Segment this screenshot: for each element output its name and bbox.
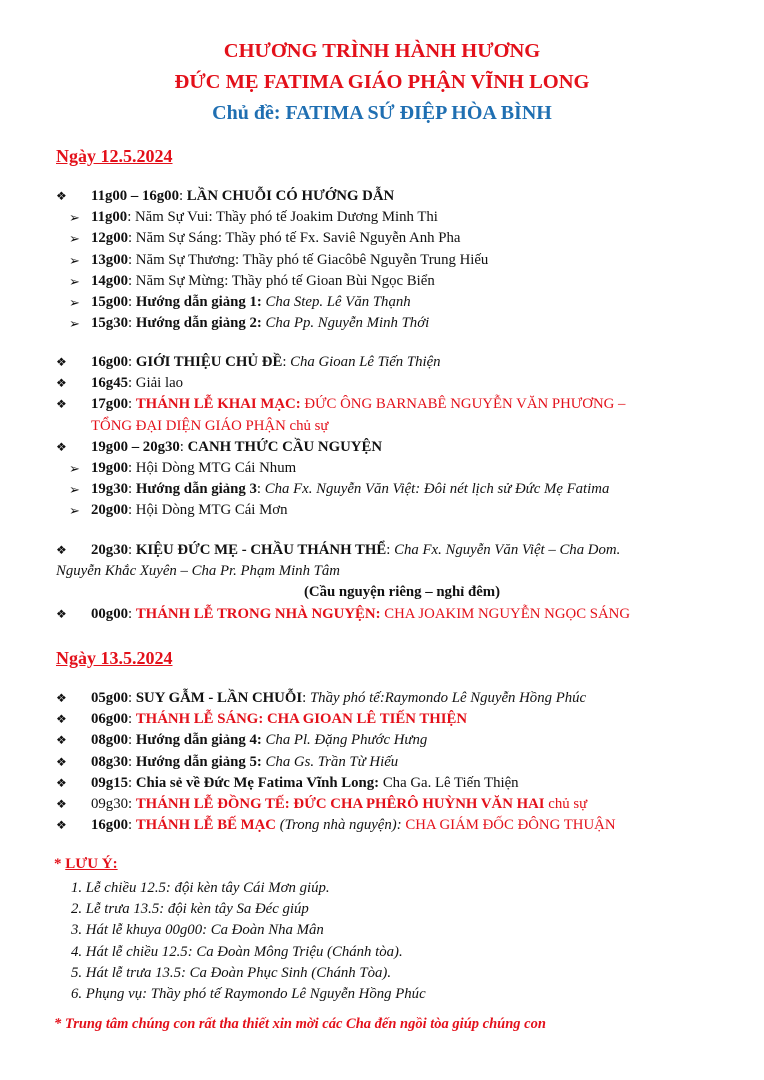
schedule-item: ❖ 00g00: THÁNH LỄ TRONG NHÀ NGUYỆN: CHA JOAKIM NGUYỄN NGỌC SÁNG xyxy=(0,604,764,625)
subitem-time: 11g00 xyxy=(91,209,128,226)
title-line-1: CHƯƠNG TRÌNH HÀNH HƯƠNG xyxy=(223,40,541,62)
item-person: Cha Gs. Trần Từ Hiếu xyxy=(265,753,399,770)
schedule-subitem: ➢ 15g30: Hướng dẫn giảng 2: Cha Pp. Nguyễn Minh Thới xyxy=(0,313,764,334)
item-person: Cha Fx. Nguyễn Văn Việt – Cha Dom. xyxy=(394,542,621,558)
schedule-subitem xyxy=(0,271,764,292)
day1-heading: Ngày 12.5.2024 xyxy=(56,146,173,166)
item-text: : Giải lao xyxy=(128,375,184,392)
arrow-icon: ➢ xyxy=(69,316,80,332)
item-time: 16g00 xyxy=(91,817,128,834)
item-celebrant-cont: TỔNG ĐẠI DIỆN GIÁO PHẬN xyxy=(91,417,286,434)
item-title: LẦN CHUỖI CÓ HƯỚNG DẪN xyxy=(186,188,395,204)
item-title: CANH THỨC CẦU NGUYỆN xyxy=(187,438,383,455)
schedule-subitem xyxy=(0,500,764,521)
item-title: THÁNH LỄ TRONG NHÀ NGUYỆN: xyxy=(135,605,381,622)
item-time: 08g00 xyxy=(91,732,128,749)
subitem-label: Hướng dẫn giảng 1: xyxy=(135,294,262,311)
subitem-label: Hướng dẫn giảng 2: xyxy=(135,315,262,332)
schedule-subitem xyxy=(0,250,764,271)
item-suffix: chủ sự xyxy=(548,796,588,813)
item-time: 20g30 xyxy=(91,542,128,558)
schedule-item: ❖ 19g00 – 20g30: CANH THỨC CẦU NGUYỆN xyxy=(0,437,764,458)
item-title: THÁNH LỄ BẾ MẠC xyxy=(135,817,276,834)
item-title: GIỚI THIỆU CHỦ ĐỀ xyxy=(135,354,283,370)
subitem-time: 12g00 xyxy=(91,230,128,247)
item-person: Thầy phó tế:Raymondo Lê Nguyễn Hồng Phúc xyxy=(309,690,587,706)
bullet-icon: ❖ xyxy=(56,775,67,790)
item-person: Cha Gioan Lê Tiến Thiện xyxy=(290,354,441,370)
subitem-time: 20g00 xyxy=(91,502,128,519)
subitem-time: 15g00 xyxy=(91,294,128,311)
item-title: THÁNH LỄ KHAI MẠC: xyxy=(135,396,301,413)
schedule-subitem xyxy=(0,228,764,249)
subitem-time: 19g00 xyxy=(91,460,128,477)
arrow-icon: ➢ xyxy=(69,295,80,311)
note-item: 5. Hát lễ trưa 13.5: Ca Đoàn Phục Sinh (Chánh Tòa). xyxy=(71,964,392,981)
item-title: THÁNH LỄ SÁNG: CHA GIOAN LÊ TIẾN THIỆN xyxy=(135,711,468,728)
item-time: 11g00 – 16g00 xyxy=(91,188,179,204)
day2-section xyxy=(0,688,764,836)
item-time: 09g30 xyxy=(91,796,128,813)
private-prayer-note: (Cầu nguyện riêng – nghỉ đêm) xyxy=(303,584,501,601)
subitem-time: 13g00 xyxy=(91,251,128,268)
item-time: 06g00 xyxy=(91,711,128,728)
note-item: 6. Phụng vụ: Thầy phó tế Raymondo Lê Nguyễn Hồng Phúc xyxy=(71,986,426,1003)
schedule-item xyxy=(0,373,764,394)
schedule-item: ❖ 20g30: KIỆU ĐỨC MẸ - CHẦU THÁNH THỂ: Cha Fx. Nguyễn Văn Việt – Cha Dom. xyxy=(0,540,764,561)
item-place: (Trong nhà nguyện): xyxy=(279,817,402,834)
subitem-text: : Hội Dòng MTG Cái Mơn xyxy=(128,502,288,519)
item-title: KIỆU ĐỨC MẸ - CHẦU THÁNH THỂ xyxy=(135,542,387,558)
item-celebrant: ĐỨC CHA PHÊRÔ HUỲNH VĂN HAI xyxy=(293,796,545,813)
bullet-icon: ❖ xyxy=(56,733,67,748)
bullet-icon: ❖ xyxy=(56,606,67,621)
subitem-label: Hướng dẫn giảng 3 xyxy=(135,481,257,498)
schedule-item: ❖ 08g30: Hướng dẫn giảng 5: Cha Gs. Trần Từ Hiếu xyxy=(0,752,764,773)
item-person: Cha Pl. Đặng Phước Hưng xyxy=(265,732,428,749)
footer-invitation: * Trung tâm chúng con rất tha thiết xin mời các Cha đến ngồi tòa giúp chúng con xyxy=(54,1016,546,1032)
day1-evening-section xyxy=(0,352,764,522)
bullet-icon: ❖ xyxy=(56,712,67,727)
schedule-item: ❖ 05g00: SUY GẪM - LẦN CHUỖI: Thầy phó tế:Raymondo Lê Nguyễn Hồng Phúc xyxy=(0,688,764,709)
schedule-item: ❖ 08g00: Hướng dẫn giảng 4: Cha Pl. Đặng Phước Hưng xyxy=(0,730,764,751)
subitem-text: : Năm Sự Thương: Thầy phó tế Giacôbê Nguyễn Trung Hiếu xyxy=(128,251,489,268)
item-time: 00g00 xyxy=(91,605,128,622)
schedule-item: ❖ 16g00: THÁNH LỄ BẾ MẠC (Trong nhà nguyện): CHA GIÁM ĐỐC ĐÔNG THUẬN xyxy=(0,815,764,836)
subitem-text: : Năm Sự Vui: Thầy phó tế Joakim Dương Minh Thi xyxy=(127,209,438,226)
schedule-item: ❖ 09g15: Chia sẻ về Đức Mẹ Fatima Vĩnh Long: Cha Ga. Lê Tiến Thiện xyxy=(0,773,764,794)
note-item: 2. Lễ trưa 13.5: đội kèn tây Sa Đéc giúp xyxy=(71,901,309,918)
item-suffix: chủ sự xyxy=(289,417,329,434)
theme-subtitle: Chủ đề: FATIMA SỨ ĐIỆP HÒA BÌNH xyxy=(212,102,552,124)
subitem-person: Cha Pp. Nguyễn Minh Thới xyxy=(265,315,430,332)
schedule-subitem xyxy=(0,207,764,228)
item-label: Hướng dẫn giảng 4: xyxy=(135,732,262,749)
bullet-icon: ❖ xyxy=(56,376,67,391)
item-label: Hướng dẫn giảng 5: xyxy=(135,753,262,770)
item-time: 09g15 xyxy=(91,774,128,791)
day2-heading: Ngày 13.5.2024 xyxy=(56,648,173,668)
arrow-icon: ➢ xyxy=(69,503,80,519)
asterisk-icon: * xyxy=(54,856,62,872)
subitem-time: 14g00 xyxy=(91,272,128,289)
item-title: SUY GẪM - LẦN CHUỖI xyxy=(135,690,303,706)
notes-heading-label: LƯU Ý: xyxy=(65,856,118,872)
arrow-icon: ➢ xyxy=(69,231,80,247)
day1-rosary-section xyxy=(0,186,764,334)
item-time: 16g00 xyxy=(91,354,128,370)
schedule-item-continued xyxy=(0,561,764,582)
bullet-icon: ❖ xyxy=(56,754,67,769)
item-time: 16g45 xyxy=(91,375,128,392)
bullet-icon: ❖ xyxy=(56,818,67,833)
item-celebrant: CHA GIÁM ĐỐC ĐÔNG THUẬN xyxy=(405,817,616,834)
item-time: 19g00 – 20g30 xyxy=(91,438,180,455)
schedule-item: ❖ 06g00: THÁNH LỄ SÁNG: CHA GIOAN LÊ TIẾN THIỆN xyxy=(0,709,764,730)
subitem-person: Cha Step. Lê Văn Thạnh xyxy=(265,294,411,311)
item-time: 08g30 xyxy=(91,753,128,770)
note-item: 3. Hát lễ khuya 00g00: Ca Đoàn Nha Mân xyxy=(71,922,324,939)
subitem-time: 15g30 xyxy=(91,315,128,332)
subitem-text: : Hội Dòng MTG Cái Nhum xyxy=(128,460,297,477)
arrow-icon: ➢ xyxy=(69,461,80,477)
subitem-text: : Năm Sự Mừng: Thầy phó tế Gioan Bùi Ngọc Biển xyxy=(128,272,435,289)
subitem-person: Cha Fx. Nguyễn Văn Việt: Đôi nét lịch sử Đức Mẹ Fatima xyxy=(264,481,610,498)
bullet-icon: ❖ xyxy=(56,189,67,203)
arrow-icon: ➢ xyxy=(69,252,80,268)
schedule-item: ❖ 09g30: THÁNH LỄ ĐỒNG TẾ: ĐỨC CHA PHÊRÔ HUỲNH VĂN HAI chủ sự xyxy=(0,794,764,815)
item-label: Chia sẻ về Đức Mẹ Fatima Vĩnh Long: xyxy=(135,774,380,791)
day1-night-section xyxy=(0,540,764,625)
item-time: 17g00 xyxy=(91,396,128,413)
schedule-item: ❖ 17g00: THÁNH LỄ KHAI MẠC: ĐỨC ÔNG BARNABÊ NGUYỄN VĂN PHƯƠNG – xyxy=(0,394,764,415)
notes-list xyxy=(71,878,426,1005)
schedule-item-continued xyxy=(0,416,764,437)
arrow-icon: ➢ xyxy=(69,273,80,289)
bullet-icon: ❖ xyxy=(56,397,67,412)
bullet-icon: ❖ xyxy=(56,355,67,369)
title-line-2: ĐỨC MẸ FATIMA GIÁO PHẬN VĨNH LONG xyxy=(174,71,590,93)
item-person-cont: Nguyễn Khắc Xuyên – Cha Pr. Phạm Minh Tâm xyxy=(56,563,340,580)
note-item: 1. Lễ chiều 12.5: đội kèn tây Cái Mơn giúp. xyxy=(71,880,330,896)
bullet-icon: ❖ xyxy=(56,543,67,557)
arrow-icon: ➢ xyxy=(69,482,80,498)
item-celebrant: ĐỨC ÔNG BARNABÊ NGUYỄN VĂN PHƯƠNG – xyxy=(304,396,626,413)
arrow-icon: ➢ xyxy=(69,210,80,226)
notes-heading xyxy=(54,856,118,873)
bullet-icon: ❖ xyxy=(56,439,67,454)
schedule-item: ❖ 11g00 – 16g00: LẦN CHUỖI CÓ HƯỚNG DẪN xyxy=(0,186,764,207)
schedule-item: ❖ 16g00: GIỚI THIỆU CHỦ ĐỀ: Cha Gioan Lê Tiến Thiện xyxy=(0,352,764,373)
schedule-subitem xyxy=(0,458,764,479)
item-person: Cha Ga. Lê Tiến Thiện xyxy=(382,774,519,791)
schedule-subitem: ➢ 19g30: Hướng dẫn giảng 3: Cha Fx. Nguyễn Văn Việt: Đôi nét lịch sử Đức Mẹ Fatima xyxy=(0,479,764,500)
bullet-icon: ❖ xyxy=(56,797,67,812)
schedule-subitem: ➢ 15g00: Hướng dẫn giảng 1: Cha Step. Lê Văn Thạnh xyxy=(0,292,764,313)
subitem-time: 19g30 xyxy=(91,481,128,498)
item-time: 05g00 xyxy=(91,690,128,706)
item-title: THÁNH LỄ ĐỒNG TẾ: xyxy=(135,796,290,813)
note-item: 4. Hát lễ chiều 12.5: Ca Đoàn Mông Triệu (Chánh tòa). xyxy=(71,943,403,960)
subitem-text: : Năm Sự Sáng: Thầy phó tế Fx. Saviê Nguyễn Anh Pha xyxy=(128,230,461,247)
item-celebrant: CHA JOAKIM NGUYỄN NGỌC SÁNG xyxy=(384,605,631,622)
bullet-icon: ❖ xyxy=(56,691,67,705)
